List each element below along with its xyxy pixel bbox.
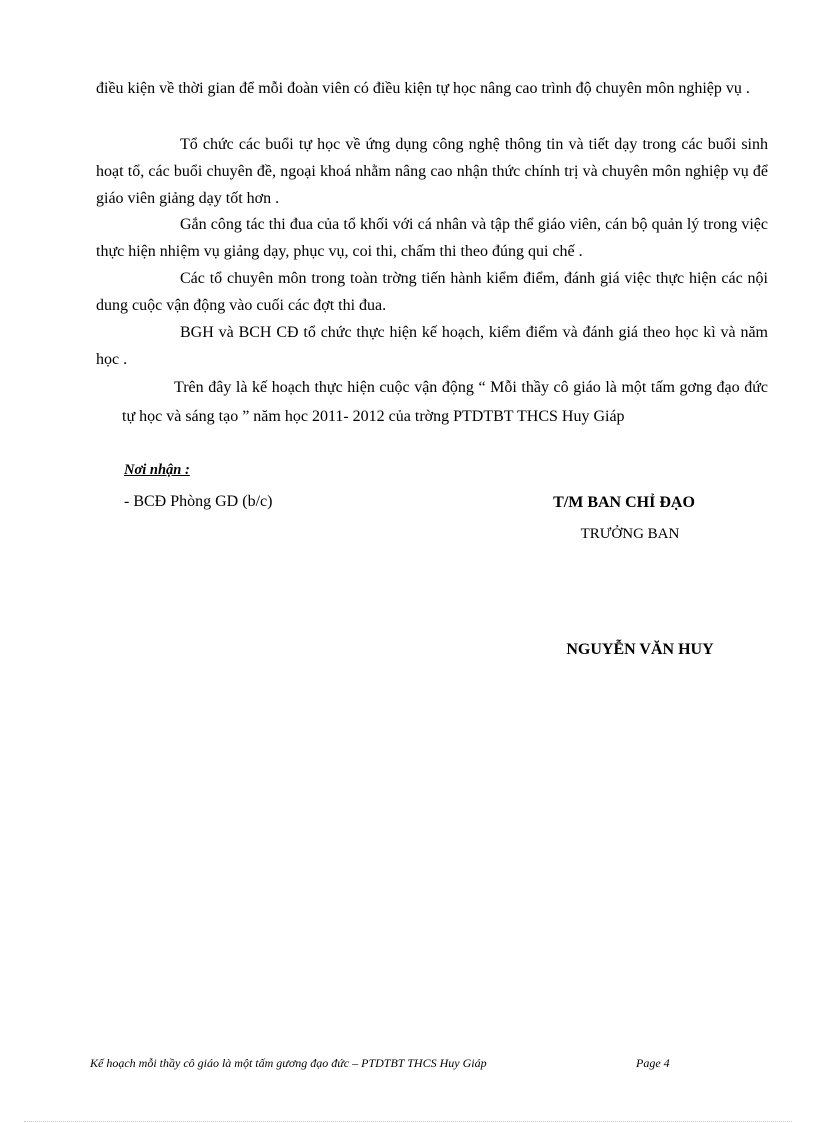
body-paragraph-4: Các tổ chuyên môn trong toàn trờng tiến hành kiểm điểm, đánh giá việc thực hiện các nội dung cuộc vận động vào cuối các đợt thi đua.	[96, 270, 768, 314]
page-number: Page 4	[636, 1056, 670, 1070]
page-bottom-divider	[24, 1121, 792, 1122]
signature-title: TRƯỞNG BAN	[580, 526, 680, 542]
signer-name: NGUYỄN VĂN HUY	[566, 641, 714, 658]
recipients-heading: Nơi nhận :	[124, 462, 190, 478]
footer-text: Kế hoạch mỗi thầy cô giáo là một tấm gương đạo đức – PTDTBT THCS Huy Giáp	[90, 1056, 487, 1070]
body-paragraph-5: BGH và BCH CĐ tổ chức thực hiện kế hoạch, kiểm điểm và đánh giá theo học kì và năm học .	[96, 324, 768, 368]
closing-paragraph: Trên đây là kế hoạch thực hiện cuộc vận động “ Mỗi thầy cô giáo là một tấm gơng đạo đức tự học và sáng tạo ” năm học 2011- 2012 của trờng PTDTBT THCS Huy Giáp	[122, 379, 768, 425]
body-paragraph-2: Tổ chức các buổi tự học về ứng dụng công nghệ thông tin và tiết dạy trong các buổi sinh hoạt tổ, các buổi chuyên đề, ngoại khoá nhằm nâng cao nhận thức chính trị và chuyên môn nghiệp vụ để giáo viên giảng dạy tốt hơn .	[96, 136, 768, 207]
body-paragraph-1: điều kiện về thời gian để mỗi đoàn viên có điều kiện tự học nâng cao trình độ chuyên môn nghiệp vụ .	[96, 80, 750, 97]
recipient-item: - BCĐ Phòng GD (b/c)	[124, 493, 273, 510]
body-paragraph-3: Gắn công tác thi đua của tổ khối với cá nhân và tập thể giáo viên, cán bộ quản lý trong việc thực hiện nhiệm vụ giảng dạy, phục vụ, coi thi, chấm thi theo đúng qui chế .	[96, 216, 768, 260]
signature-organization: T/M BAN CHỈ ĐẠO	[553, 494, 695, 511]
